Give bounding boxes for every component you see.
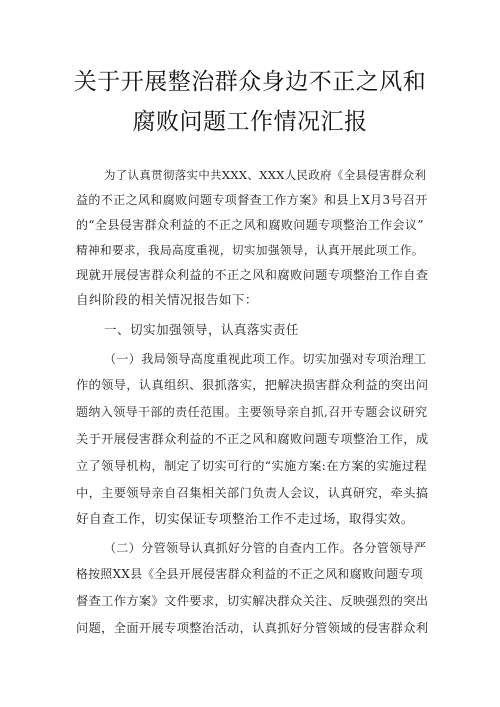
- body-line-6: 自纠阶段的相关情况报告如下：: [76, 292, 258, 307]
- body-line-5: 现就开展侵害群众利益的不正之风和腐败问题专项整治工作自查: [76, 268, 429, 282]
- body-line-14: 好自查工作，切实保证专项整治工作不走过场，取得实效。: [76, 511, 414, 526]
- body-line-4: 精神和要求，我局高度重视，切实加强领导，认真开展此项工作。: [76, 243, 424, 257]
- body-line-10: 题纳入领导干部的责任范围。主要领导亲自抓,召开专题会议研究: [76, 405, 428, 419]
- body-line-1: 为了认真贯彻落实中共XXX、XXX人民政府《全县侵害群众利: [104, 168, 427, 182]
- body-line-3: 的“全县侵害群众利益的不正之风和腐败问题专项整治工作会议”: [76, 218, 424, 232]
- body-line-11: 关于开展侵害群众利益的不正之风和腐败问题专项整治工作，成: [76, 432, 429, 446]
- document-title-line-2: 腐败问题工作情况汇报: [132, 109, 368, 135]
- body-line-17: 督查工作方案》文件要求，切实解决群众关注、反映强烈的突出: [76, 594, 429, 608]
- body-line-16: 格按照XX县《全县开展侵害群众利益的不正之风和腐败问题专项: [76, 567, 423, 581]
- document-title-line-1: 关于开展整治群众身边不正之风和: [73, 69, 427, 95]
- body-line-15: （二）分管领导认真抓好分管的自查内工作。各分管领导严: [104, 541, 427, 555]
- body-line-8: （一）我局领导高度重视此项工作。切实加强对专项治理工: [104, 352, 427, 366]
- body-line-13: 中，主要领导亲自召集相关部门负责人会议，认真研究，牵头搞: [76, 486, 429, 500]
- section-heading-1: 一、切实加强领导，认真落实责任: [104, 322, 299, 337]
- body-line-18: 问题，全面开展专项整治活动，认真抓好分管领域的侵害群众利: [76, 621, 429, 635]
- body-line-9: 作的领导，认真组织、狠抓落实，把解决损害群众利益的突出问: [76, 378, 429, 392]
- body-line-2: 益的不正之风和腐败问题专项督查工作方案》和县上X月3号召开: [76, 193, 428, 207]
- body-line-12: 立了领导机构，制定了切实可行的“实施方案:在方案的实施过程: [76, 459, 427, 473]
